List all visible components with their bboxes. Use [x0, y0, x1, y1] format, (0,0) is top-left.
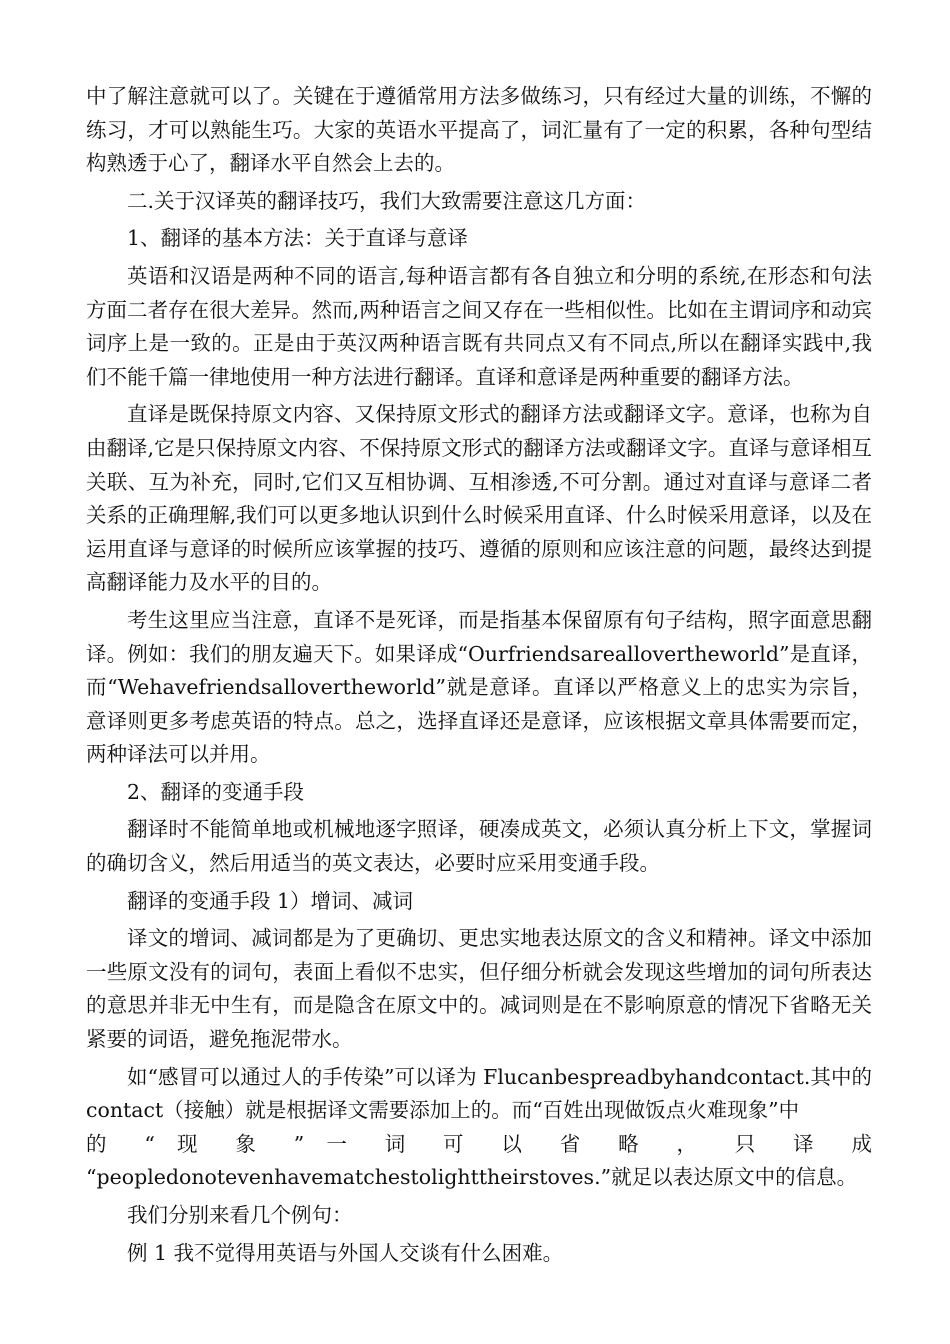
paragraph-practice: 中了解注意就可以了。关键在于遵循常用方法多做练习，只有经过大量的训练，不懈的练习，才可以熟能生巧。大家的英语水平提高了，词汇量有了一定的积累，各种句型结构熟透于心了，翻译水平自然会上去的。: [86, 84, 872, 176]
paragraph-flu-example: 如“感冒可以通过人的手传染”可以译为 Flucanbespreadbyhandcontact.其中的contact（接触）就是根据译文需要添加上的。而“百姓出现做饭点火难现象”中: [86, 1064, 872, 1123]
document-page: [86, 80, 872, 1270]
section-heading-c2e-tips: 二.关于汉译英的翻译技巧，我们大致需要注意这几方面：: [127, 188, 647, 213]
paragraph-examples-intro: 我们分别来看几个例句：: [127, 1203, 353, 1227]
paragraph-add-remove-explain: 译文的增词、减词都是为了更确切、更忠实地表达原文的含义和精神。译文中添加一些原文没有的词句，表面上看似不忠实，但仔细分析就会发现这些增加的词句所表达的意思并非无中生有，而是隐含在原文中的。减词则是在不影响原意的情况下省略无关紧要的词语，避免拖泥带水。: [86, 926, 872, 1052]
subheading-basic-methods: 1、翻译的基本方法：关于直译与意译: [127, 226, 469, 251]
paragraph-flu-example-spread-line: 的 “ 现 象 ” 一 词 可 以 省 略 ， 只 译 成: [86, 1131, 872, 1156]
paragraph-literal-example: 考生这里应当注意，直译不是死译，而是指基本保留原有句子结构，照字面意思翻译。例如：我们的朋友遍天下。如果译成“Ourfriendsareallovertheworld”是直译，而“Wehavefriendsallovertheworld”就是意译。直译以严格意义上的忠实为宗旨，意译则更多考虑英语的特点。总之，选择直译还是意译，应该根据文章具体需要而定，两种译法可以并用。: [86, 607, 872, 767]
paragraph-flu-example-end: “peopledonotevenhavematchestolighttheirstoves.”就足以表达原文中的信息。: [86, 1165, 858, 1190]
paragraph-literal-vs-free: 直译是既保持原文内容、又保持原文形式的翻译方法或翻译文字。意译，也称为自由翻译,它是只保持原文内容、不保持原文形式的翻译方法或翻译文字。直译与意译相互关联、互为补充，同时,它们又互相协调、互相渗透,不可分割。通过对直译与意译二者关系的正确理解,我们可以更多地认识到什么时候采用直译、什么时候采用意译，以及在运用直译与意译的时候所应该掌握的技巧、遵循的原则和应该注意的问题，最终达到提高翻译能力及水平的目的。: [86, 402, 872, 595]
paragraph-example-1: 例 1 我不觉得用英语与外国人交谈有什么困难。: [127, 1240, 564, 1265]
paragraph-flexible-intro: 翻译时不能简单地或机械地逐字照译，硬凑成英文，必须认真分析上下文，掌握词的确切含义，然后用适当的英文表达，必要时应采用变通手段。: [86, 817, 872, 876]
subheading-add-remove-words: 翻译的变通手段 1）增词、减词: [127, 888, 414, 913]
subheading-flexible-means: 2、翻译的变通手段: [127, 779, 305, 804]
paragraph-language-differences: 英语和汉语是两种不同的语言,每种语言都有各自独立和分明的系统,在形态和句法方面二者存在很大差异。然而,两种语言之间又存在一些相似性。比如在主谓词序和动宾词序上是一致的。正是由于英汉两种语言既有共同点又有不同点,所以在翻译实践中,我们不能千篇一律地使用一种方法进行翻译。直译和意译是两种重要的翻译方法。: [86, 263, 872, 389]
